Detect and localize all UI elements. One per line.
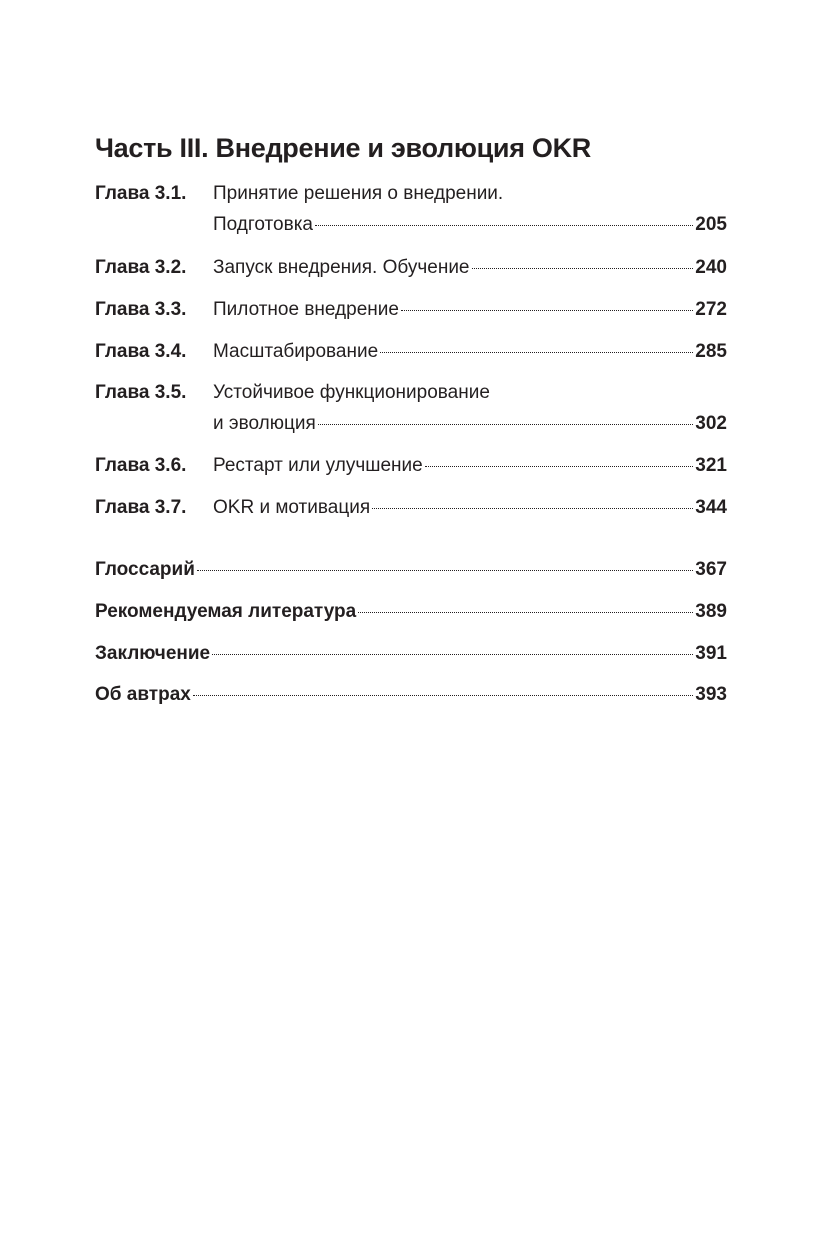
dot-leader	[212, 654, 693, 655]
toc-entry-chapter-3-7[interactable]	[95, 492, 727, 523]
chapter-label: Глава 3.4.	[95, 341, 187, 362]
dot-leader	[380, 352, 693, 353]
toc-entry-chapter-3-3[interactable]	[95, 294, 727, 325]
toc-entry-about-authors[interactable]	[95, 679, 727, 710]
dot-leader	[472, 268, 694, 269]
toc-entry-chapter-3-2[interactable]	[95, 252, 727, 283]
chapter-title: Масштабирование	[213, 341, 379, 362]
page-number: 321	[695, 455, 727, 476]
entry-title: Глоссарий	[95, 559, 195, 580]
toc-entry-chapter-3-5[interactable]	[95, 377, 727, 439]
dot-leader	[372, 508, 693, 509]
page-number: 240	[695, 257, 727, 278]
part-title: Часть III. Внедрение и эволюция OKR	[95, 133, 591, 163]
toc-entry-chapter-3-4[interactable]	[95, 336, 727, 367]
toc-entry-chapter-3-1[interactable]	[95, 178, 727, 240]
chapter-title: OKR и мотивация	[213, 497, 371, 518]
dot-leader	[401, 310, 693, 311]
toc-entry-chapter-3-6[interactable]	[95, 450, 727, 481]
chapter-title-continued: Подготовка	[213, 214, 314, 235]
chapter-label: Глава 3.3.	[95, 299, 187, 320]
dot-leader	[318, 424, 694, 425]
dot-leader	[425, 466, 694, 467]
entry-title: Об автрах	[95, 684, 191, 705]
toc-entry-glossary[interactable]	[95, 554, 727, 585]
page-number: 393	[695, 684, 727, 705]
chapter-label: Глава 3.2.	[95, 257, 187, 278]
chapter-label: Глава 3.5.	[95, 382, 187, 403]
chapter-label: Глава 3.7.	[95, 497, 187, 518]
chapter-title: Устойчивое функционирование	[213, 382, 490, 403]
chapter-title: Рестарт или улучшение	[213, 455, 423, 476]
page-number: 272	[695, 299, 727, 320]
page-number: 205	[695, 214, 727, 235]
page-number: 285	[695, 341, 727, 362]
entry-title: Рекомендуемая литература	[95, 601, 357, 622]
chapter-title: Запуск внедрения. Обучение	[213, 257, 470, 278]
chapter-title-continued: и эволюция	[213, 413, 316, 434]
chapter-title: Пилотное внедрение	[213, 299, 399, 320]
page-number: 367	[695, 559, 727, 580]
page-number: 344	[695, 497, 727, 518]
chapter-title: Принятие решения о внедрении.	[213, 183, 504, 204]
chapter-label: Глава 3.1.	[95, 183, 187, 204]
chapter-label: Глава 3.6.	[95, 455, 187, 476]
page-number: 389	[695, 601, 727, 622]
dot-leader	[197, 570, 693, 571]
dot-leader	[193, 695, 693, 696]
dot-leader	[358, 612, 693, 613]
page-number: 391	[695, 643, 727, 664]
toc-entry-recommended-reading[interactable]	[95, 596, 727, 627]
dot-leader	[315, 225, 693, 226]
entry-title: Заключение	[95, 643, 211, 664]
toc-entry-conclusion[interactable]	[95, 638, 727, 669]
page-number: 302	[695, 413, 727, 434]
